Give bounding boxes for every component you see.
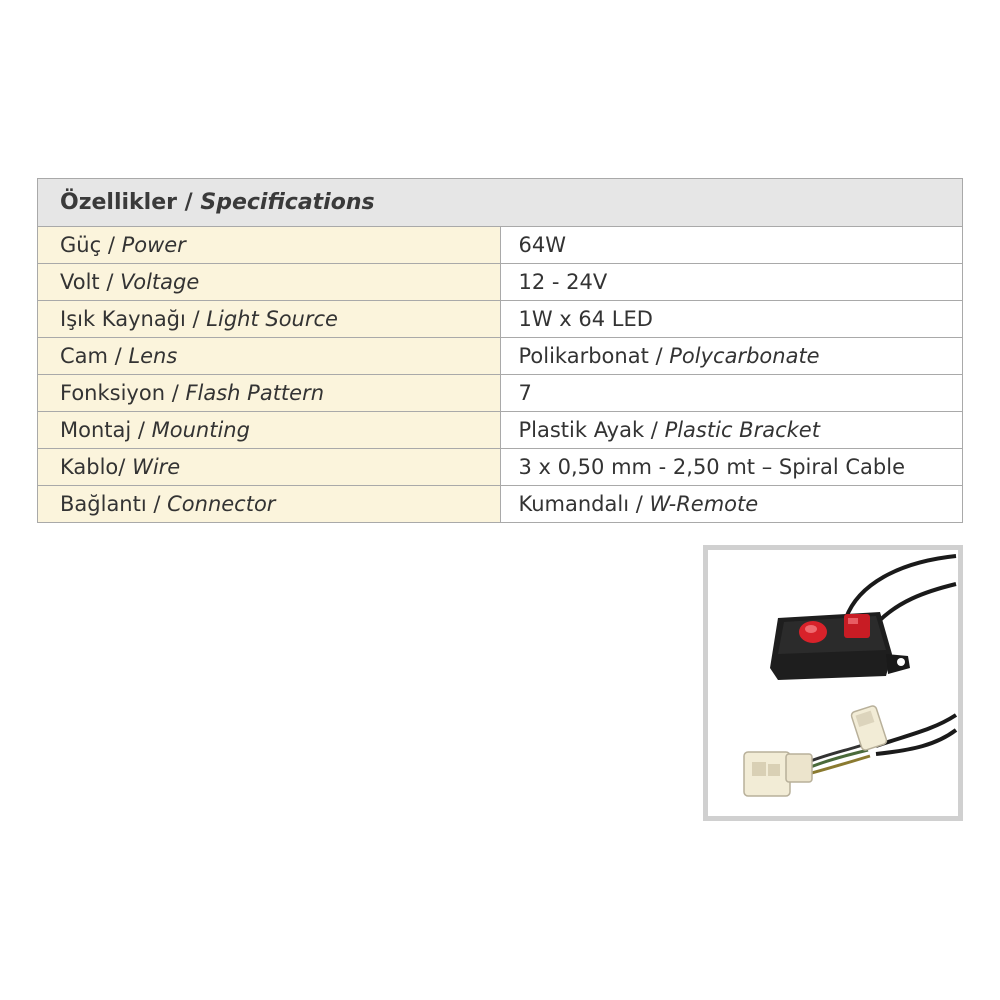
spec-label	[38, 227, 501, 264]
label-en: Voltage	[120, 270, 200, 294]
header-en: Specifications	[200, 190, 375, 215]
label-tr: Güç	[60, 233, 102, 257]
value-en: Plastic Bracket	[664, 418, 820, 442]
label-separator: /	[118, 455, 133, 479]
value-separator: /	[629, 492, 650, 516]
spec-row-voltage	[38, 264, 963, 301]
spec-label	[38, 412, 501, 449]
spec-row-lens	[38, 338, 963, 375]
spec-value	[500, 449, 963, 486]
label-tr: Montaj	[60, 418, 132, 442]
spec-row-light-source	[38, 301, 963, 338]
value-separator: /	[648, 344, 670, 368]
spec-label	[38, 338, 501, 375]
spec-row-wire	[38, 449, 963, 486]
value-tr: Plastik Ayak	[518, 418, 645, 442]
header-tr: Özellikler	[60, 190, 177, 215]
label-tr: Volt	[60, 270, 100, 294]
label-separator: /	[131, 418, 152, 442]
spec-value	[500, 227, 963, 264]
label-en: Mounting	[151, 418, 250, 442]
product-photo	[703, 545, 963, 821]
value-en: W-Remote	[649, 492, 759, 516]
label-en: Light Source	[206, 307, 338, 331]
remote-control-with-connectors-icon	[708, 550, 958, 816]
label-separator: /	[185, 307, 207, 331]
spec-value	[500, 486, 963, 523]
spec-row-mounting	[38, 412, 963, 449]
specifications-header-row	[38, 179, 963, 227]
label-separator: /	[165, 381, 186, 405]
label-tr: Bağlantı	[60, 492, 147, 516]
value-tr: 1W x 64 LED	[518, 307, 653, 331]
spec-label	[38, 449, 501, 486]
value-tr: Polikarbonat	[518, 344, 649, 368]
spec-label	[38, 486, 501, 523]
label-separator: /	[146, 492, 168, 516]
label-tr: Cam	[60, 344, 108, 368]
label-en: Power	[121, 233, 186, 257]
label-en: Connector	[167, 492, 276, 516]
value-tr: 7	[518, 381, 532, 405]
spec-value	[500, 264, 963, 301]
label-tr: Işık Kaynağı	[60, 307, 186, 331]
value-separator: /	[644, 418, 665, 442]
spec-row-power	[38, 227, 963, 264]
spec-value	[500, 338, 963, 375]
value-tr: 64W	[518, 233, 566, 257]
specifications-table	[37, 178, 963, 523]
spec-label	[38, 301, 501, 338]
spec-value	[500, 301, 963, 338]
label-en: Wire	[132, 455, 181, 479]
specifications-header	[38, 179, 963, 227]
spec-row-flash-pattern	[38, 375, 963, 412]
value-tr: 12 - 24V	[518, 270, 608, 294]
spec-value	[500, 375, 963, 412]
label-en: Lens	[128, 344, 178, 368]
value-tr: 3 x 0,50 mm - 2,50 mt – Spiral Cable	[518, 455, 906, 479]
value-tr: Kumandalı	[518, 492, 630, 516]
label-separator: /	[108, 344, 129, 368]
label-en: Flash Pattern	[185, 381, 325, 405]
label-separator: /	[99, 270, 121, 294]
spec-label	[38, 264, 501, 301]
spec-row-connector	[38, 486, 963, 523]
spec-label	[38, 375, 501, 412]
value-en: Polycarbonate	[669, 344, 820, 368]
label-tr: Fonksiyon	[60, 381, 166, 405]
header-separator: /	[177, 190, 201, 215]
label-tr: Kablo	[60, 455, 119, 479]
spec-value	[500, 412, 963, 449]
label-separator: /	[101, 233, 122, 257]
